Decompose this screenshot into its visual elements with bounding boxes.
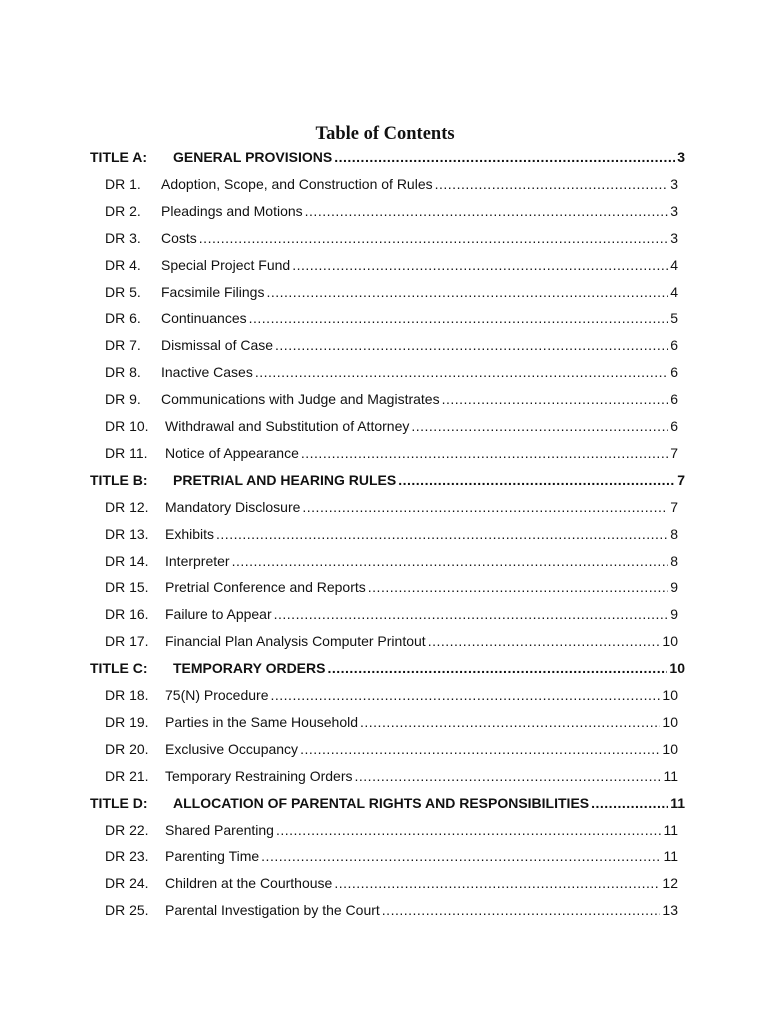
entry-page-number: 7 xyxy=(670,444,678,461)
toc-rule-entry[interactable] xyxy=(105,631,678,651)
entry-page-number: 6 xyxy=(670,391,678,408)
entry-label: Costs xyxy=(161,229,197,246)
toc-rule-entry[interactable] xyxy=(105,255,678,275)
entry-page-number: 10 xyxy=(662,633,678,650)
entry-number: DR 15. xyxy=(105,579,149,596)
entry-number: DR 8. xyxy=(105,364,141,381)
toc-rule-entry[interactable] xyxy=(105,551,678,571)
dot-leader xyxy=(255,362,668,382)
entry-page-number: 10 xyxy=(662,713,678,730)
toc-rule-entry[interactable] xyxy=(105,577,678,597)
entry-page-number: 7 xyxy=(670,498,678,515)
entry-label: 75(N) Procedure xyxy=(165,687,269,703)
dot-leader xyxy=(249,308,669,328)
entry-page-number: 8 xyxy=(670,525,678,542)
entry-page-number: 9 xyxy=(670,606,678,623)
toc-rule-entry[interactable] xyxy=(105,174,678,194)
entry-number: DR 22. xyxy=(105,821,149,838)
entry-number: DR 6. xyxy=(105,310,141,327)
entry-page-number: 11 xyxy=(663,767,678,784)
entry-label: Pleadings and Motions xyxy=(161,202,303,219)
entry-number: DR 4. xyxy=(105,256,141,273)
toc-rule-entry[interactable] xyxy=(105,497,678,517)
entry-number: DR 10. xyxy=(105,418,149,434)
entry-page-number: 10 xyxy=(662,740,678,757)
toc-rule-entry[interactable] xyxy=(105,873,678,893)
entry-label: Exclusive Occupancy xyxy=(165,740,299,757)
dot-leader xyxy=(355,766,662,786)
entry-number: DR 25. xyxy=(105,902,149,919)
dot-leader xyxy=(305,201,669,221)
entry-page-number: 13 xyxy=(662,902,678,919)
entry-number: DR 13. xyxy=(105,525,149,542)
toc-rule-entry[interactable] xyxy=(105,335,678,355)
entry-label: Notice of Appearance xyxy=(165,444,299,461)
toc-rule-entry[interactable] xyxy=(105,900,678,920)
entry-label: Withdrawal and Substitution of Attorney xyxy=(165,418,410,434)
toc-rule-entry[interactable] xyxy=(105,308,678,328)
entry-number: TITLE B: xyxy=(90,471,148,488)
entry-number: DR 18. xyxy=(105,687,149,703)
entry-page-number: 12 xyxy=(662,875,678,892)
entry-page-number: 10 xyxy=(662,687,678,703)
entry-page-number: 11 xyxy=(663,821,678,838)
entry-number: TITLE C: xyxy=(90,660,148,677)
entry-label: Parties in the Same Household xyxy=(165,713,358,730)
entry-label: Pretrial Conference and Reports xyxy=(165,579,366,596)
entry-number: DR 11. xyxy=(105,444,148,461)
dot-leader xyxy=(435,174,669,194)
dot-leader xyxy=(300,739,660,759)
entry-number: DR 24. xyxy=(105,875,149,892)
entry-page-number: 9 xyxy=(670,579,678,596)
entry-label: Facsimile Filings xyxy=(161,283,265,300)
toc-rule-entry[interactable] xyxy=(105,524,678,544)
entry-number: DR 14. xyxy=(105,552,149,569)
page-title: Table of Contents xyxy=(315,124,455,144)
entry-page-number: 3 xyxy=(677,149,685,165)
entry-number: DR 19. xyxy=(105,713,149,730)
dot-leader xyxy=(360,712,660,732)
entry-page-number: 3 xyxy=(670,229,678,246)
toc-rule-entry[interactable] xyxy=(105,766,678,786)
entry-number: DR 12. xyxy=(105,498,149,515)
entry-number: DR 17. xyxy=(105,633,149,650)
dot-leader xyxy=(261,846,661,866)
entry-page-number: 6 xyxy=(670,364,678,381)
dot-leader xyxy=(382,900,661,920)
toc-title-entry[interactable] xyxy=(90,793,685,813)
entry-number: DR 21. xyxy=(105,767,149,784)
toc-rule-entry[interactable] xyxy=(105,739,678,759)
entry-number: TITLE A: xyxy=(90,149,148,165)
entry-page-number: 11 xyxy=(663,848,678,865)
toc-rule-entry[interactable] xyxy=(105,685,678,705)
toc-rule-entry[interactable] xyxy=(105,282,678,302)
entry-label: GENERAL PROVISIONS xyxy=(173,149,333,165)
dot-leader xyxy=(301,443,668,463)
entry-number: DR 3. xyxy=(105,229,141,246)
toc-title-entry[interactable] xyxy=(90,147,685,167)
toc-rule-entry[interactable] xyxy=(105,416,678,436)
dot-leader xyxy=(302,497,668,517)
entry-page-number: 3 xyxy=(670,202,678,219)
entry-label: Children at the Courthouse xyxy=(165,875,333,892)
entry-number: DR 9. xyxy=(105,391,141,408)
toc-rule-entry[interactable] xyxy=(105,228,678,248)
entry-page-number: 7 xyxy=(677,471,685,488)
dot-leader xyxy=(266,282,668,302)
entry-page-number: 5 xyxy=(670,310,678,327)
entry-page-number: 4 xyxy=(670,283,678,300)
entry-label: Failure to Appear xyxy=(165,606,272,623)
entry-number: DR 20. xyxy=(105,740,149,757)
dot-leader xyxy=(327,658,667,678)
entry-number: DR 5. xyxy=(105,283,141,300)
dot-leader xyxy=(216,524,668,544)
toc-title-entry[interactable] xyxy=(90,658,685,678)
dot-leader xyxy=(276,820,661,840)
dot-leader xyxy=(368,577,668,597)
dot-leader xyxy=(275,335,668,355)
entry-label: Mandatory Disclosure xyxy=(165,498,301,515)
entry-number: DR 16. xyxy=(105,606,149,623)
entry-number: TITLE D: xyxy=(90,794,148,811)
entry-page-number: 6 xyxy=(670,418,678,434)
dot-leader xyxy=(199,228,668,248)
entry-label: Communications with Judge and Magistrates xyxy=(161,391,440,408)
entry-number: DR 23. xyxy=(105,848,149,865)
entry-page-number: 6 xyxy=(670,337,678,354)
entry-number: DR 7. xyxy=(105,337,141,354)
toc-rule-entry[interactable] xyxy=(105,820,678,840)
toc-rule-entry[interactable] xyxy=(105,389,678,409)
entry-label: Financial Plan Analysis Computer Printout xyxy=(165,633,426,650)
dot-leader xyxy=(271,685,661,705)
entry-label: Parental Investigation by the Court xyxy=(165,902,380,919)
entry-label: TEMPORARY ORDERS xyxy=(173,660,326,677)
entry-label: Inactive Cases xyxy=(161,364,253,381)
entry-label: Temporary Restraining Orders xyxy=(165,767,353,784)
entry-label: Adoption, Scope, and Construction of Rules xyxy=(161,175,433,192)
toc-rule-entry[interactable] xyxy=(105,362,678,382)
entry-label: ALLOCATION OF PARENTAL RIGHTS AND RESPONSIBILITIES xyxy=(173,794,590,811)
toc-rule-entry[interactable] xyxy=(105,201,678,221)
entry-page-number: 4 xyxy=(670,256,678,273)
entry-label: Parenting Time xyxy=(165,848,260,865)
entry-page-number: 11 xyxy=(670,794,685,811)
entry-page-number: 3 xyxy=(670,175,678,192)
dot-leader xyxy=(274,604,669,624)
entry-label: Shared Parenting xyxy=(165,821,274,838)
dot-leader xyxy=(334,147,675,167)
toc-title-entry[interactable] xyxy=(90,470,685,490)
entry-page-number: 10 xyxy=(669,660,685,677)
entry-page-number: 8 xyxy=(670,552,678,569)
toc-rule-entry[interactable] xyxy=(105,604,678,624)
toc-rule-entry[interactable] xyxy=(105,846,678,866)
toc-rule-entry[interactable] xyxy=(105,443,678,463)
entry-label: Continuances xyxy=(161,310,247,327)
dot-leader xyxy=(398,470,675,490)
dot-leader xyxy=(232,551,669,571)
entry-label: Special Project Fund xyxy=(161,256,291,273)
dot-leader xyxy=(411,416,668,436)
entry-label: Interpreter xyxy=(165,552,230,569)
dot-leader xyxy=(334,873,660,893)
toc-rule-entry[interactable] xyxy=(105,712,678,732)
dot-leader xyxy=(442,389,669,409)
dot-leader xyxy=(428,631,661,651)
entry-label: Exhibits xyxy=(165,525,215,542)
entry-label: PRETRIAL AND HEARING RULES xyxy=(173,471,397,488)
entry-number: DR 1. xyxy=(105,175,141,192)
dot-leader xyxy=(591,793,668,813)
entry-number: DR 2. xyxy=(105,202,141,219)
entry-label: Dismissal of Case xyxy=(161,337,274,354)
dot-leader xyxy=(292,255,668,275)
